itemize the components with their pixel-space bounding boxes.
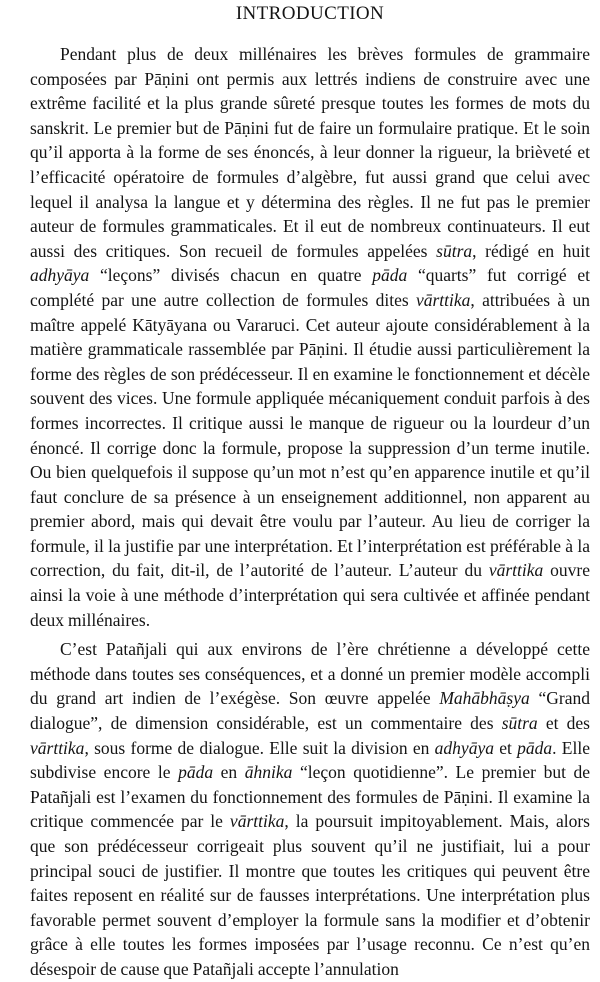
- text-run: , rédigé en huit: [472, 240, 590, 261]
- text-run: et: [493, 737, 518, 758]
- paragraph: [30, 42, 590, 632]
- text-run: C’est Patañjali qui aux environs de l’ère chrétienne a développé cette méthode dans toutes ses conséquences, et a donné un premier modèle accompli du grand art indien de l’exégèse. Son œuvre appelée: [30, 639, 590, 709]
- italic-term: vārttika: [415, 289, 471, 310]
- italic-term: Mahābhāṣya: [439, 688, 530, 709]
- text-run: , sous forme de dialogue. Elle suit la division en: [84, 737, 435, 758]
- text-run: et des: [537, 713, 590, 734]
- text-run: “leçon quotidienne”. Le premier but de Patañjali est l’examen du fonctionnement des formules de Pāṇini. Il examine la critique commencée par le: [30, 762, 591, 832]
- italic-term: pāda: [372, 265, 408, 286]
- italic-term: sūtra: [436, 240, 473, 261]
- italic-term: sūtra: [501, 713, 538, 734]
- text-run: en: [213, 762, 245, 783]
- italic-term: adhyāya: [30, 265, 90, 286]
- italic-term: vārttika: [229, 811, 285, 832]
- italic-term: āhnika: [244, 762, 293, 783]
- text-run: “leçons” divisés chacun en quatre: [89, 265, 373, 286]
- text-run: “quarts” fut corrigé et complété par une autre collection de formules dites: [30, 265, 591, 310]
- italic-term: pāda: [517, 737, 553, 758]
- paragraph: [30, 637, 590, 981]
- text-run: Pendant plus de deux millénaires les brèves formules de grammaire composées par Pāṇini ont permis aux lettrés indiens de construire avec une extrême facilité et la plus grande sûreté presque toutes les formes de mots du sanskrit. Le premier but de Pāṇini fut de faire un formulaire pratique. Et le soin qu’il apporta à la forme de ses énoncés, à leur donner la rigueur, la brièveté et l’efficacité opératoire de formules d’algèbre, fut aussi grand que celui avec lequel il analysa la langue et y détermina des règles. Il ne fut pas le premier auteur de formules grammaticales. Et il eut de nombreux continuateurs. Il eut aussi des critiques. Son recueil de formules appelées: [30, 44, 590, 261]
- italic-term: pāda: [178, 762, 214, 783]
- text-run: , la poursuit impitoyablement. Mais, alors que son prédécesseur corrigeait plus souvent qu’il ne justifiait, lui a pour principal souci de justifier. Il montre que toutes les critiques qui peuvent être faites reposent en réalité sur de fausses interprétations. Une interprétation plus favorable permet souvent d’employer la formule sans la modifier et d’obtenir grâce à elle toutes les formes imposées par l’usage reconnu. Ce n’est qu’en désespoir de cause que Patañjali accepte l’annulation: [30, 811, 590, 979]
- italic-term: adhyāya: [434, 737, 494, 758]
- text-run: ouvre ainsi la voie à une méthode d’interprétation qui sera cultivée et affinée pendant deux millénaires.: [30, 560, 590, 630]
- text-run: , attribuées à un maître appelé Kātyāyana ou Vararuci. Cet auteur ajoute considérablement à la matière grammaticale rassemblée par Pāṇini. Il étudie aussi particulièrement la forme des règles de son prédécesseur. Il en examine le fonctionnement et décèle souvent des vices. Une formule appliquée mécaniquement conduit parfois à des formes incorrectes. Il critique aussi le manque de rigueur ou la lourdeur d’un énoncé. Il corrige donc la formule, propose la suppression d’un terme inutile. Ou bien quelquefois il suppose qu’un mot n’est qu’en apparence inutile et qu’il faut conclure de sa présence à un enseignement additionnel, non apparent au premier abord, mais qui devait être voulu par l’auteur. Au lieu de corriger la formule, il la justifie par une interprétation. Et l’interprétation est préférable à la correction, du fait, dit-il, de l’autorité de l’auteur. L’auteur du: [30, 289, 590, 581]
- page-title: INTRODUCTION: [235, 3, 385, 24]
- text-run: . Elle subdivise encore le: [30, 737, 590, 783]
- italic-term: vārttika: [488, 560, 544, 581]
- text-run: “Grand dialogue”, de dimension considérable, est un commentaire des: [30, 688, 590, 734]
- italic-term: vārttika: [30, 737, 85, 758]
